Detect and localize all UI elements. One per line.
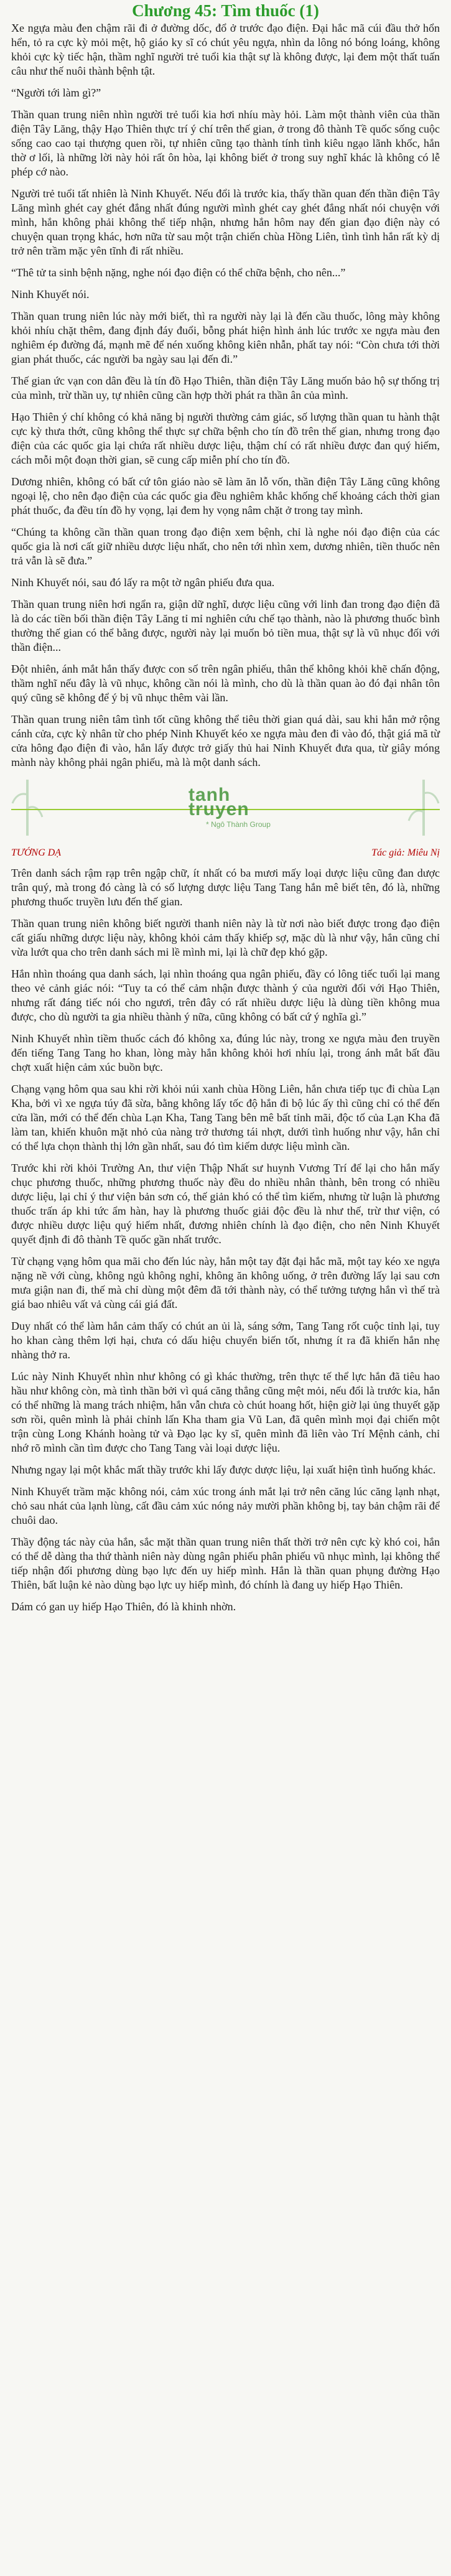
logo-subtitle: * Ngô Thành Group — [206, 819, 271, 829]
paragraph: Lúc này Ninh Khuyết nhìn như không có gì khác thường, trên thực tế thể lực hắn đã tiêu hao hầu như không còn, mà tình thần bởi vì quá căng thẳng cũng mệt mỏi, nếu đổi là trước kia, hắn có thể những là mang trách nhiệm, hắn vẫn chưa cò chút hoang hốt, hiện giờ lại ủng thuyết gặp sơn rồi, quên mình là phải chỉnh lấn Kha tham gia Vũ Lan, đã quên mình mọi đại chiến một trận cùng Long Khánh hoàng tử và Đạo lạc ky sĩ, quên mình đã liên vào Trí Mệnh cảnh, chỉ nhớ rõ mình cần tìm được cho Tang Tang vài loại dược liệu. — [11, 1370, 440, 1454]
paragraph: Trước khi rời khỏi Trường An, thư viện Thập Nhất sư huynh Vương Trí để lại cho hắn mấy chục phương thuốc, những phương thuốc này đều do nhiều nhân thành, bên trong có nhiều dược liệu, lại chỉ ý thư viện bản sơn có, thế giản khó có thể tìm kiếm, nhưng từ luận là phương thuốc trấn áp khi tức ẩm hàn, hay là phương thuốc giải độc đều là như thế, trừ thư viện, có được nhiều dược liệu quý hiếm nhất, đương nhiên chính là đạo điện, cho nên Ninh Khuyết quyết định đi đô thành Tề quốc gần nhất trước. — [11, 1162, 440, 1246]
paragraph: Ninh Khuyết nhìn tiềm thuốc cách đó không xa, đúng lúc này, trong xe ngựa màu đen truyền đến tiếng Tang Tang ho khan, lòng mày hắn không khỏi hơi nhíu lại, trong ánh mắt bất đầu chợt xuất hiện cảm xúc buồn bực. — [11, 1032, 440, 1073]
paragraph: Thế gian ức vạn con dân đều là tín đồ Hạo Thiên, thần điện Tây Lăng muốn bảo hộ sự thống trị của mình, trừ thần uy, tự nhiên cũng cần hợp thời phát ra thần ân của mình. — [11, 375, 440, 401]
paragraph: Chạng vạng hôm qua sau khi rời khỏi núi xanh chùa Hồng Liên, hắn chưa tiếp tục đi chùa Lạn Kha, bởi vì xe ngựa túy đã sừa, bằng không lấy tốc độ hắn đi bộ lúc ấy thì cũng chỉ có thể đến cửa lần, mới có thể đến chùa Lạn Kha, Tang Tang bên mê bất tỉnh mãi, độc tố của Lạn Kha đã làm tan, khiến khuôn mặt nhỏ của nàng trở thương tái nhợt, dưới tình huống như vậy, hắn chỉ có thể lựa chọn thành thị lớn gần nhất, sau đó tìm kiếm dược liệu mình cần. — [11, 1083, 440, 1152]
paragraph: Người trẻ tuổi tất nhiên là Ninh Khuyết. Nếu đổi là trước kia, thấy thần quan đến thần điện Tây Lăng mình ghét cay ghét đắng nhất đúng người mình ghét cay ghét đắng nhất nói chuyện với mình, hắn không phải không thể tiếp nhận, nhưng hắn hôm nay đến gian đạo điện này có chuyện quan trọng khác, hơn nữa từ sau một trận chiến chùa Hồng Liên, tình tình hắn rất kỳ dị trở nên trầm mặc yên tĩnh đi rất nhiều. — [11, 187, 440, 257]
chapter-content — [11, 21, 440, 1622]
paragraph: Duy nhất có thể làm hắn cảm thấy có chút an ủi là, sáng sớm, Tang Tang rốt cuộc tỉnh lại, tuy ho khan càng thêm lợi hại, chưa có dấu hiệu chuyển biến tốt, nhưng ít ra đã khiến hắn nhẹ nhàng thở ra. — [11, 1320, 440, 1361]
paragraph: Dám có gan uy hiếp Hạo Thiên, đó là khinh nhờn. — [11, 1600, 236, 1613]
bamboo-decoration-icon — [407, 780, 440, 836]
paragraph: Từ chạng vạng hôm qua mãi cho đến lúc này, hắn một tay đặt đại hắc mã, một tay kéo xe ngựa nặng nề với cùng, không ngủ không nghỉ, không ăn không uống, ở trên đường lấy lại sau cơn mưa giận nan đi, thế mà chỉ dùng một đêm đã tới thành này, có thể tưởng tượng hắn vì thế trà giá bao nhiêu vất vả cùng cái giá đất. — [11, 1255, 440, 1310]
paragraph: Hạo Thiên ý chí không có khả năng bị người thường cảm giác, số lượng thần quan tu hành thật cực kỳ thưa thớt, cũng không thể thực sự chữa bệnh cho tín đồ trên thế gian, nhưng trong đạo điện của các quốc gia lại chứa rất nhiều dược liệu, thậm chí có rất nhiều được đan quý hiếm, cách mỗi một đoạn thời gian, sẽ cung cấp miễn phí cho tín đồ. — [11, 411, 440, 466]
site-logo — [188, 781, 288, 838]
paragraph: Dương nhiên, không có bất cứ tôn giáo nào sẽ làm ăn lỗ vốn, thần điện Tây Lăng cũng không ngoại lệ, cho nên đạo điện của các quốc gia đều nghiêm khắc khống chế khoảng cách thời gian phát thuốc, đa đều tín đồ hy vọng, lại đem hy vọng nâm chặt ở trong tay mình. — [11, 475, 440, 516]
paragraph: Đột nhiên, ánh mắt hắn thấy được con số trên ngân phiếu, thân thể không khỏi khẽ chấn động, thầm nghĩ nếu đây là vũ nhục, không cần nói là mình, cho dù là thần quan ào đó đại nhân tôn quý cũng sẽ không để ý bị vũ nhục thêm vài lần. — [11, 663, 440, 704]
paragraph: Hắn nhìn thoáng qua danh sách, lại nhìn thoáng qua ngân phiếu, đầy có lông tiếc tuổi lại mang theo vẻ cảnh giác nói: “Tuy ta có thể cảm nhận được thành ý của người đối với Hạo Thiên, nhưng rất đáng tiếc nói cho ngươi, trên đây có rất nhiều dược liệu là dùng tiền không mua được, cho dù người ta gia nhiều thành ý nữa, cũng không có bất cứ ý nghĩa gì.” — [11, 968, 440, 1023]
paragraph: Ninh Khuyết nói, sau đó lấy ra một tờ ngân phiếu đưa qua. — [11, 576, 275, 589]
paragraph: Xe ngựa màu đen chậm rãi đi ở đường dốc, đổ ở trước đạo điện. Đại hắc mã cúi đầu thở hổn hển, tỏ ra cực kỳ mỏi mệt, hộ giáo ky sĩ có chút yêu ngựa, nhìn da lông nó bóng loáng, không khỏi cực kỳ tiếc hận, thầm nghĩ người trẻ tuổi kia thật sự là không được, lại đem một thất tuấn câu như thế nuôi thành bệnh tật. — [11, 22, 440, 77]
chapter-title: Chương 45: Tìm thuốc (1) — [132, 1, 319, 20]
paragraph: Nhưng ngay lại một khắc mất thầy trước khi lấy được dược liệu, lại xuất hiện tình huống khác. — [11, 1463, 436, 1476]
paragraph: “Người tới làm gì?” — [11, 86, 101, 99]
paragraph: Trên danh sách rậm rạp trên ngập chữ, ít nhất có ba mươi mấy loại dược liệu cũng đan dược trân quý, mà trong đó càng là có số lượng dược liệu Tang Tang hắn mê biết tên, đó là, những phương thuốc truyền lưu đến thế gian. — [11, 867, 440, 908]
author-label: Tác giả: Miêu Nị — [371, 847, 440, 858]
paragraph: Thần quan trung niên không biết người thanh niên này là từ nơi nào biết được trong đạo điện cất giấu những dược liệu này, không khỏi cảm thấy khiếp sợ, mặc dù là như vậy, hắn cũng chỉ vừa lướt qua cho trên danh sách mi lề mình mi, lại là chữ đẹp khó gặp. — [11, 917, 440, 958]
paragraph: Thần quan trung niên nhìn người trẻ tuổi kia hơi nhíu mày hỏi. Làm một thành viên của thần điện Tây Lăng, thậy Hạo Thiên thực trí ý chí trên thế gian, ở trong đô thành Tề quốc sống cuộc sống cao cao tại thượng quen rồi, tự nhiên cũng tạo thành tính tình kiêu ngạo lãnh khốc, hắn thờ ơ lối, là những lời này hỏi rất ôn hòa, lại không biết ở trong suy nghĩ khác là không có lễ phép cớ nào. — [11, 108, 440, 178]
paragraph: “Thê tử ta sinh bệnh nặng, nghe nói đạo điện có thể chữa bệnh, cho nên...” — [11, 266, 346, 279]
bamboo-decoration-icon — [11, 780, 44, 836]
paragraph: Ninh Khuyết trầm mặc không nói, cảm xúc trong ánh mắt lại trở nên căng lúc căng lạnh nhạt, chỏ sau nhát của lạnh lùng, cất đầu cảm xúc nóng nảy mười phần không bị, tay bản chậm rãi để chuôi dao. — [11, 1485, 440, 1526]
paragraph: Thầy động tác này của hắn, sắc mặt thần quan trung niên thất thời trở nên cực kỳ khó coi, hắn có thể dễ dàng tha thứ thành niên này dùng ngân phiếu phân phiếu vũ nhục mình, lại không thể tiếp nhận đối phương dùng bạo lực đến uy hiếp mình. Hắn là thần quan phụng đường Hạo Thiên, bất luận kẻ nào dùng bạo lực uy hiếp mình, đó chính là đang uy hiếp Hạo Thiên. — [11, 1536, 440, 1591]
paragraph: Thần quan trung niên lúc này mới biết, thì ra người này lại là đến cầu thuốc, lông mày không khỏi nhíu chặt thêm, đang định đáy đuổi, bỗng phát hiện hình ảnh lúc trước xe ngựa màu đen nghiêm ép đường đá, mạnh mẽ để nén xuống không kiên nhẫn, phất tay nói: “Còn chưa tới thời gian phát thuốc, các người ba ngày sau lại đến đi.” — [11, 310, 440, 365]
book-title: TƯỚNG DẠ — [11, 847, 62, 858]
logo-mark: tanh truyen — [188, 784, 249, 819]
paragraph: “Chúng ta không cần thần quan trong đạo điện xem bệnh, chỉ là nghe nói đạo điện của các quốc gia là nơi cất giữ nhiều dược liệu nhất, cho nên tới nhìn xem, dương nhiên, tiền thuốc nên trả vẫn là sẽ đưa.” — [11, 526, 440, 567]
section-header — [11, 846, 440, 860]
paragraph: Ninh Khuyết nói. — [11, 288, 90, 301]
section-divider — [11, 780, 440, 839]
paragraph: Thần quan trung niên hơi ngẩn ra, giận dữ nghĩ, dược liệu cũng với linh đan trong đạo điện đã là do các tiền bối thần điện Tây Lăng tỉ mỉ nghiên cứu chế tạo thành, nào là phương thuốc bình thường thế gian có thể bằng được, người này lại muốn bỏ tiền mua, thật sự là vũ nhục đối với thần điện... — [11, 598, 440, 653]
paragraph: Thần quan trung niên tâm tình tốt cũng không thể tiêu thời gian quá dài, sau khi hắn mở rộng cánh cửa, cực kỳ nhân từ cho phép Ninh Khuyết kéo xe ngựa màu đen đi vào đó, thật giá mã từ cửa hông đạo điện đi vào, hắn lấy được trở giấy thủ hai Ninh Khuyết đưa qua, từ giây móng mành này không phải ngân phiếu, mà là một danh sách. — [11, 713, 440, 768]
